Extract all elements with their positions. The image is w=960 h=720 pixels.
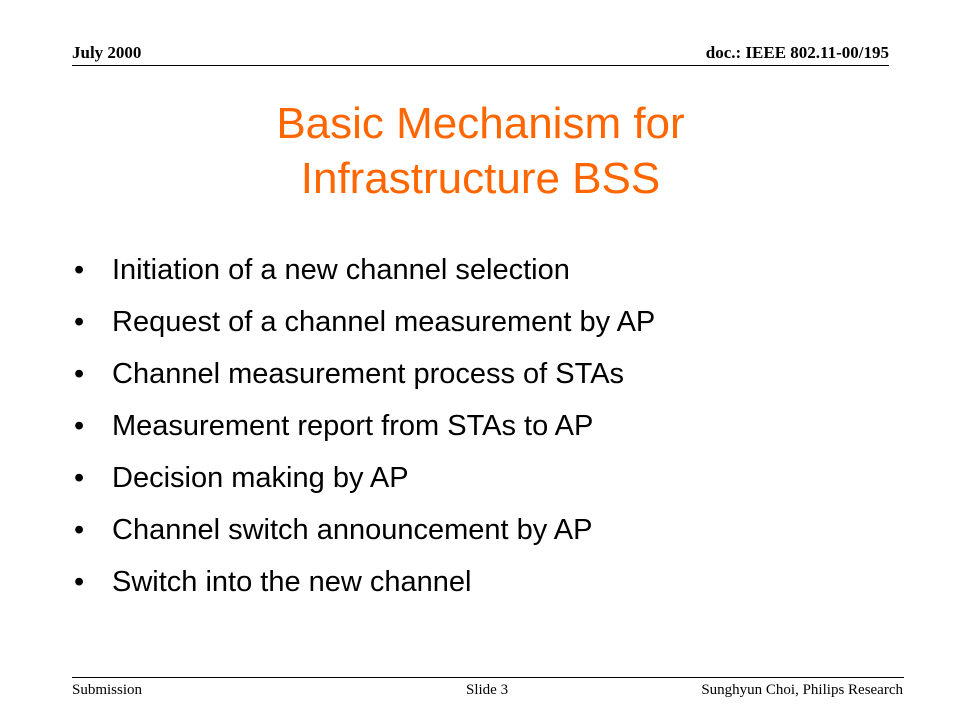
bullet-dot: • xyxy=(74,514,85,546)
footer-slide-number: Slide 3 xyxy=(466,682,509,698)
header-doc-number: doc.: IEEE 802.11-00/195 xyxy=(705,43,889,62)
bullet-dot: • xyxy=(74,462,85,494)
bullet-text: Channel switch announcement by AP xyxy=(112,514,593,546)
slide-title-line-2: Infrastructure BSS xyxy=(300,154,661,203)
bullet-dot: • xyxy=(74,358,85,390)
slide-title xyxy=(72,96,889,206)
header-divider xyxy=(72,65,889,66)
bullet-text: Decision making by AP xyxy=(112,462,409,494)
footer-submission: Submission xyxy=(72,682,143,698)
bullet-dot: • xyxy=(74,410,85,442)
bullet-dot: • xyxy=(74,306,85,338)
slide-title-line-1: Basic Mechanism for xyxy=(276,99,685,148)
header-date: July 2000 xyxy=(72,43,142,62)
footer-divider xyxy=(72,677,904,678)
bullet-text: Request of a channel measurement by AP xyxy=(112,306,656,338)
bullet-text: Measurement report from STAs to AP xyxy=(112,410,594,442)
bullet-text: Initiation of a new channel selection xyxy=(112,254,570,286)
footer-author: Sunghyun Choi, Philips Research xyxy=(701,682,903,698)
bullet-text: Switch into the new channel xyxy=(112,566,472,598)
bullet-dot: • xyxy=(74,254,85,286)
bullet-text: Channel measurement process of STAs xyxy=(112,358,625,390)
bullet-dot: • xyxy=(74,566,85,598)
